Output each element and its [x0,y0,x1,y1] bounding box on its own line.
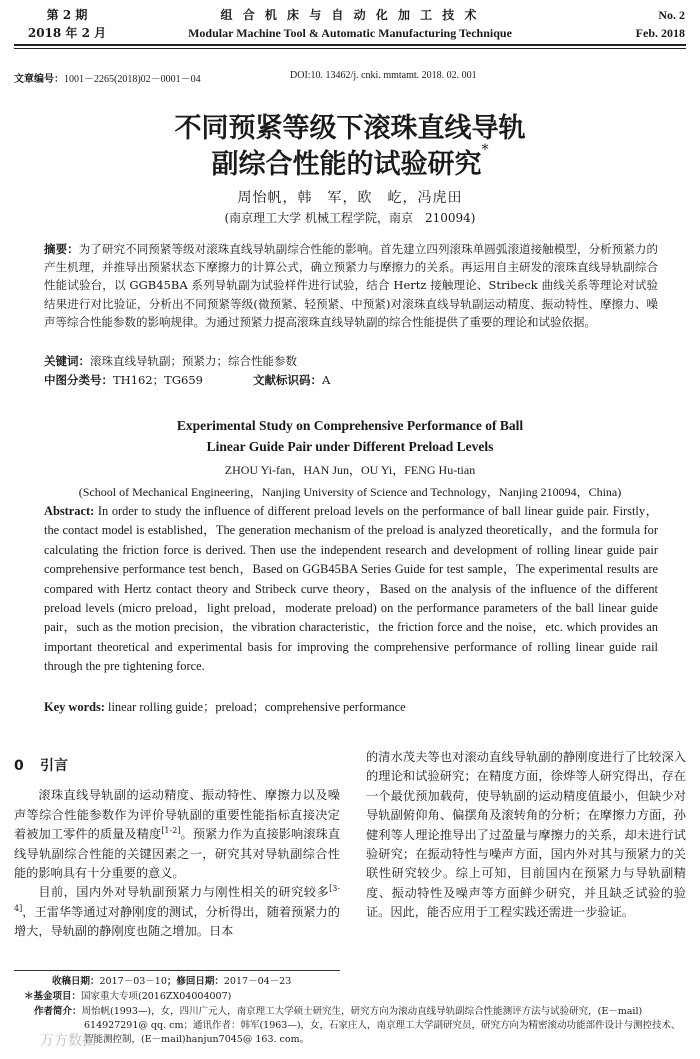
intro-paragraph-1 [14,786,340,883]
abstract-cn [44,240,658,331]
authors-en: ZHOU Yi-fan，HAN Jun，OU Yi，FENG Hu-tian [224,463,476,477]
citation-1-2: [1-2] [161,826,181,836]
footnote-rule [14,970,340,971]
keywords-cn-label: 关键词： [44,354,90,368]
revised-date: 2017－04－23 [223,976,292,987]
header-date-cn: 2018 年 2 月 [27,26,107,40]
intro-p1-text-b: 。预紧力作为直接影响滚珠直线导轨副综合性能的关键因素之一，研究其对导轨副综合性能的影响具有十分重要的意义。 [14,827,341,881]
article-number: 文章编号：1001－2265(2018)02－0001－04 [14,74,201,85]
revised-label: ；修回日期： [166,976,224,987]
header-issue-cn: 第 2 期 [46,8,88,22]
body-right-column [366,748,686,923]
body-left-column [14,757,340,942]
author-intro-line1: 周怡帆(1993—)，女，四川广元人，南京理工大学硕士研究生，研究方向为滚动直线导轨副综合性能测评方法与试验研究，(E－mail) [81,1006,643,1017]
received-label: 收稿日期： [52,976,100,987]
keywords-en: Key words: linear rolling guide；preload；comprehensive performance [44,700,406,714]
title-en-line1: Experimental Study on Comprehensive Performance of Ball [176,418,524,433]
author-intro-label: 作者简介： [34,1006,82,1017]
fund-label: ＊基金项目： [24,991,82,1002]
abstract-cn-text: 为了研究不同预紧等级对滚珠直线导轨副综合性能的影响。首先建立四列滚珠单圆弧滚道接触模型，分析预紧力的产生机理，并推导出预紧状态下摩擦力的计算公式，确立预紧力与摩擦力的关系。再运用自主研发的滚珠直线导轨副综合性能试验台，以 GGB45BA 系列导轨副为试验样件进行试验，结合 Hertz 接触理论、Stribeck 曲线关系等理论对试验结果进行对比验证，分析出不同预紧等级(微预紧、轻预紧、中预紧)对滚珠直线导轨副运动精度、振动特性、摩擦力、噪声等综合性能参数的影响规律。为通过预紧力提高滚珠直线导轨副的综合性能提供了重要的理论和试验依据。 [44,242,658,329]
intro-p1-text-a: 滚珠直线导轨副的运动精度、振动特性、摩擦力以及噪声等综合性能参数作为评价导轨副的重要性能指标直接决定着被加工零件的质量及精度 [14,788,340,842]
header-issue-cn-block [22,6,112,42]
intro-p2-text-a: 目前，国内外对导轨副预紧力与刚性相关的研究较多 [38,885,330,900]
abstract-en-label: Abstract [44,504,91,518]
title-cn-line2-block [0,142,700,181]
intro-paragraph-2 [14,883,340,941]
doc-code-value: A [321,373,331,387]
footnote-author-line3: 智能测控制，(E－mail)hanjun7045@ 163. com。 [84,1034,310,1045]
section-title: 引言 [40,758,68,774]
abstract-en-text: In order to study the influence of different preload levels on the performance of ball linear guide pair. Firstly，the contact model is established，The generation mechanism of the preload is analyzed theoretically，and the formula for calculating the friction force is derived. Then use the independent research and development of rolling linear guide pair comprehensive performance test bench，Based on GGB45BA Series Guide for test sample，The experimental results are compared with Hertz contact theory and Stribeck curve theory，Based on the analysis of the influence of the different preload levels (micro preload，light preload，moderate preload) on the performance parameters of the ball linear guide pair，such as the motion precision，the vibration characteristic，the friction force and the noise，etc. which provides an important theoretical and experimental basis for improving the comprehensive performance of rolling linear guide rail through the pre tightening force. [44,504,658,674]
affiliation-en: (School of Mechanical Engineering，Nanjing University of Science and Technology，Nanjing 210094，China) [78,485,622,499]
footnote-fund [24,990,700,1004]
title-cn-line2: 副综合性能的试验研究 [211,149,482,180]
title-footnote-mark: * [481,142,489,158]
watermark: 万方数据 [40,1033,96,1049]
keywords-cn [44,352,658,370]
doc-code-label: 文献标识码： [252,373,322,387]
header-issue-en-block [600,6,685,42]
section-number: 0 [14,758,24,774]
abstract-en: Abstract: In order to study the influence of different preload levels on the performance of ball linear guide pair. Firstly，the contact model is established，The generation mechanism of the preload is analyzed theoretically，and the formula for calculating the friction force is derived. Then use the independent research and development of rolling linear guide pair comprehensive performance test bench，Based on GGB45BA Series Guide for test sample，The experimental results are compared with Hertz contact theory and Stribeck curve theory，Based on the analysis of the influence of the different preload levels (micro preload，light preload，moderate preload) on the performance parameters of the ball linear guide pair，such as the motion precision，the vibration characteristic，the friction force and the noise，etc. which provides an important theoretical and experimental basis for improving the comprehensive performance of rolling linear guide rail through the pre tightening force. [44,504,658,674]
header-rule-thin [14,48,686,49]
intro-paragraph-continued: 的清水茂夫等也对滚动直线导轨副的静刚度进行了比较深入的理论和试验研究；在精度方面，徐烨等人研究得出，存在一个最优预加载荷，使导轨副的运动精度值最小，但缺少对导轨副俯仰角、偏摆角及滚转角的分析；在摩擦力方面，孙健利等人理论推导出了过盈量与摩擦力的关系，却未进行试验研究；在振动特性与噪声方面，国内外对其与预紧力的关联性研究较少。综上可知，目前国内在预紧力与导轨副精度、振动特性及噪声等方面鲜少研究，并且缺乏试验的验证。因此，能否应用于工程实践还需进一步验证。 [366,750,686,920]
affiliation-cn: (南京理工大学 机械工程学院，南京 210094) [224,211,476,225]
doi: DOI:10. 13462/j. cnki. mmtamt. 2018. 02. 001 [290,70,477,81]
title-cn-line1: 不同预紧等级下滚珠直线导轨 [174,113,526,144]
keywords-en-text: linear rolling guide；preload；comprehensive performance [108,700,406,714]
classification [44,371,658,389]
keywords-cn-text: 滚珠直线导轨副；预紧力；综合性能参数 [90,354,297,368]
header-rule-thick [14,44,686,46]
clc-label: 中图分类号： [44,373,113,387]
citation-3-4: [3-4] [14,884,340,913]
section-heading [14,757,340,776]
footnote-author-line2: 614927291@ qq. cm；通讯作者：韩军(1963—)，女，石家庄人，南京理工大学副研究员，研究方向为精密滚动功能部件设计与测控技术、 [84,1020,681,1031]
journal-name-cn: 组 合 机 床 与 自 动 化 加 工 技 术 [220,8,480,22]
footnote-author [34,1005,694,1019]
keywords-en-label: Key words [44,700,101,714]
article-number-label: 文章编号 [14,74,54,85]
header-issue-en: No. 2 [658,8,685,22]
received-date: 2017－03－10 [99,976,167,987]
journal-name-en: Modular Machine Tool & Automatic Manufacturing Technique [188,26,512,40]
header-date-en: Feb. 2018 [635,26,685,40]
article-number-value: 1001－2265(2018)02－0001－04 [64,74,201,85]
clc-value: TH162；TG659 [113,373,203,387]
abstract-cn-label: 摘要： [44,242,79,256]
authors-cn: 周怡帆，韩 军，欧 屹，冯虎田 [237,190,463,206]
footnote-dates [14,975,694,989]
fund-text: 国家重大专项(2016ZX04004007) [81,991,232,1002]
header-journal [140,6,560,42]
intro-p2-text-b: ，王雷华等通过对静刚度的测试，分析得出，随着预紧力的增大，导轨副的静刚度也随之增加。日本 [14,904,340,939]
title-en-line2: Linear Guide Pair under Different Preload Levels [206,439,494,454]
